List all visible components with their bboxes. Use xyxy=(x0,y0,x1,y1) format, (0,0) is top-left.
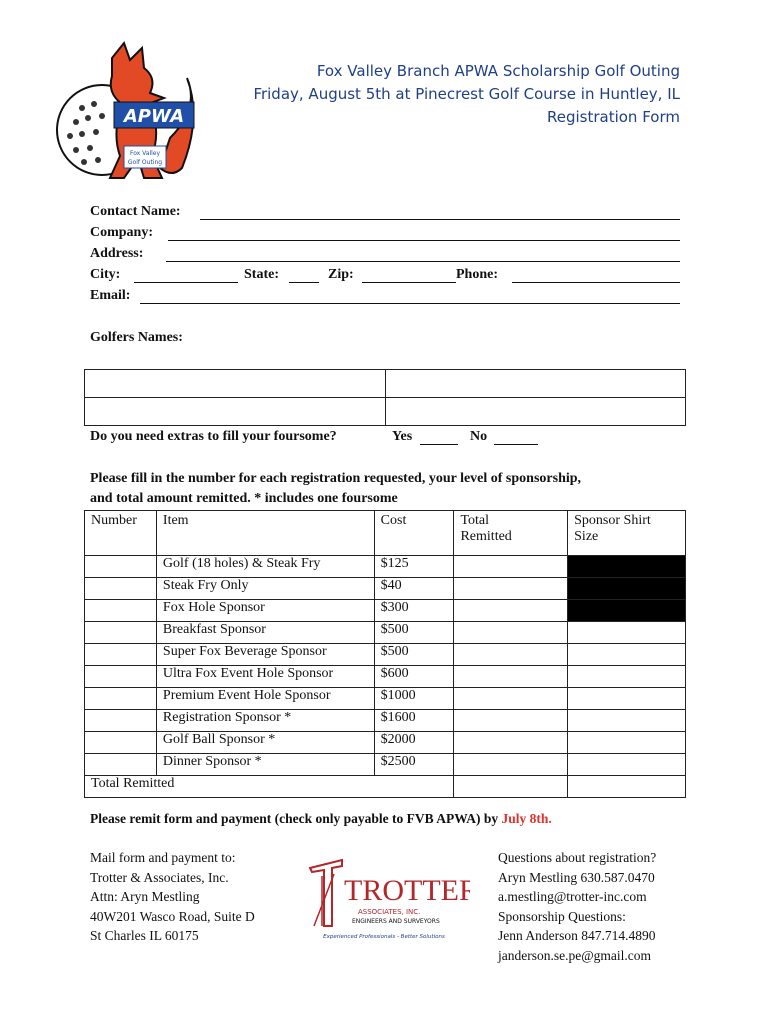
cost-cell: $1000 xyxy=(374,688,454,710)
golfer-name-cell[interactable] xyxy=(385,398,686,426)
shirt-cell-blocked xyxy=(568,578,686,600)
total-cell[interactable] xyxy=(454,644,568,666)
shirt-cell[interactable] xyxy=(568,710,686,732)
phone-field[interactable] xyxy=(512,282,680,283)
golfer-name-cell[interactable] xyxy=(85,398,386,426)
city-field[interactable] xyxy=(134,282,238,283)
email-label: Email: xyxy=(90,288,131,303)
svg-text:Experienced Professionals - Be: Experienced Professionals - Better Solutions xyxy=(323,934,445,940)
svg-text:Fox Valley: Fox Valley xyxy=(129,150,161,157)
table-row xyxy=(85,666,686,688)
number-cell[interactable] xyxy=(85,666,157,688)
table-header-row xyxy=(85,511,686,556)
cost-cell: $2000 xyxy=(374,732,454,754)
svg-text:ENGINEERS AND SURVEYORS: ENGINEERS AND SURVEYORS xyxy=(352,918,440,925)
cost-cell: $2500 xyxy=(374,754,454,776)
address-label: Address: xyxy=(90,246,144,261)
item-cell: Fox Hole Sponsor xyxy=(156,600,374,622)
extras-no-label: No xyxy=(470,429,488,444)
remit-text: Please remit form and payment (check only payable to FVB APWA) by xyxy=(90,811,499,826)
item-cell: Breakfast Sponsor xyxy=(156,622,374,644)
shirt-cell[interactable] xyxy=(568,732,686,754)
state-field[interactable] xyxy=(289,282,319,283)
company-label: Company: xyxy=(90,225,154,240)
total-shirt-cell xyxy=(568,776,686,798)
contact-name-label: Contact Name: xyxy=(90,204,181,219)
email-field[interactable] xyxy=(140,303,680,304)
cost-cell: $125 xyxy=(374,556,454,578)
header-form-name: Registration Form xyxy=(546,108,680,126)
total-cell[interactable] xyxy=(454,688,568,710)
registration-table xyxy=(84,510,686,798)
mail-line: Mail form and payment to: xyxy=(90,850,236,865)
item-cell: Super Fox Beverage Sponsor xyxy=(156,644,374,666)
state-label: State: xyxy=(244,267,279,282)
shirt-cell-blocked xyxy=(568,556,686,578)
svg-text:Golf Outing: Golf Outing xyxy=(127,159,163,166)
total-remitted-row xyxy=(85,776,686,798)
table-row xyxy=(85,732,686,754)
golfer-name-cell[interactable] xyxy=(385,370,686,398)
number-cell[interactable] xyxy=(85,622,157,644)
shirt-cell-blocked xyxy=(568,600,686,622)
mail-line: St Charles IL 60175 xyxy=(90,928,199,943)
svg-text:APWA: APWA xyxy=(123,106,185,127)
item-cell: Dinner Sponsor * xyxy=(156,754,374,776)
shirt-cell[interactable] xyxy=(568,688,686,710)
table-row xyxy=(85,710,686,732)
questions-email[interactable]: a.mestling@trotter-inc.com xyxy=(498,889,647,904)
extras-question: Do you need extras to fill your foursome? xyxy=(90,429,337,444)
header-item: Item xyxy=(156,511,374,556)
cost-cell: $40 xyxy=(374,578,454,600)
questions-line: Sponsorship Questions: xyxy=(498,908,626,924)
cost-cell: $500 xyxy=(374,622,454,644)
shirt-cell[interactable] xyxy=(568,754,686,776)
shirt-cell[interactable] xyxy=(568,644,686,666)
golfer-name-cell[interactable] xyxy=(85,370,386,398)
number-cell[interactable] xyxy=(85,732,157,754)
total-cell[interactable] xyxy=(454,666,568,688)
number-cell[interactable] xyxy=(85,688,157,710)
header-number: Number xyxy=(85,511,157,556)
number-cell[interactable] xyxy=(85,556,157,578)
page-header xyxy=(253,60,680,129)
table-row xyxy=(85,644,686,666)
table-row xyxy=(85,600,686,622)
phone-label: Phone: xyxy=(456,267,498,282)
cost-cell: $300 xyxy=(374,600,454,622)
total-cell[interactable] xyxy=(454,556,568,578)
questions-line: Aryn Mestling 630.587.0470 xyxy=(498,869,655,885)
item-cell: Steak Fry Only xyxy=(156,578,374,600)
number-cell[interactable] xyxy=(85,754,157,776)
zip-field[interactable] xyxy=(362,282,456,283)
item-cell: Ultra Fox Event Hole Sponsor xyxy=(156,666,374,688)
remit-instruction xyxy=(90,811,552,827)
item-cell: Registration Sponsor * xyxy=(156,710,374,732)
header-cost: Cost xyxy=(374,511,454,556)
questions-email[interactable]: janderson.se.pe@gmail.com xyxy=(498,947,652,963)
shirt-cell[interactable] xyxy=(568,666,686,688)
total-cell[interactable] xyxy=(454,600,568,622)
cost-cell: $1600 xyxy=(374,710,454,732)
extras-yes-label: Yes xyxy=(392,429,413,444)
number-cell[interactable] xyxy=(85,600,157,622)
header-title: Fox Valley Branch APWA Scholarship Golf Outing xyxy=(316,62,680,80)
item-cell: Golf (18 holes) & Steak Fry xyxy=(156,556,374,578)
total-cell[interactable] xyxy=(454,754,568,776)
total-cell[interactable] xyxy=(454,578,568,600)
number-cell[interactable] xyxy=(85,578,157,600)
cost-cell: $500 xyxy=(374,644,454,666)
svg-text:TROTTER: TROTTER xyxy=(344,874,470,907)
table-row xyxy=(85,688,686,710)
header-date-location: Friday, August 5th at Pinecrest Golf Course in Huntley, IL xyxy=(253,85,680,103)
header-total-remitted: Total Remitted xyxy=(454,511,568,556)
extras-yes-field[interactable] xyxy=(420,444,458,445)
questions-block xyxy=(498,848,656,965)
total-remitted-label: Total Remitted xyxy=(85,776,454,798)
golfers-names-label: Golfers Names: xyxy=(90,330,183,345)
total-cell[interactable] xyxy=(454,732,568,754)
table-row xyxy=(85,622,686,644)
item-cell: Golf Ball Sponsor * xyxy=(156,732,374,754)
table-row xyxy=(85,578,686,600)
svg-text:ASSOCIATES, INC.: ASSOCIATES, INC. xyxy=(358,908,421,916)
instructions-line2: and total amount remitted. * includes one foursome xyxy=(90,491,398,506)
company-field[interactable] xyxy=(168,240,680,241)
golfers-names-table xyxy=(84,369,686,426)
trotter-associates-logo xyxy=(300,856,470,946)
shirt-cell[interactable] xyxy=(568,622,686,644)
table-row xyxy=(85,754,686,776)
remit-deadline: July 8th. xyxy=(501,811,552,826)
address-field[interactable] xyxy=(166,261,680,262)
item-cell: Premium Event Hole Sponsor xyxy=(156,688,374,710)
questions-line: Jenn Anderson 847.714.4890 xyxy=(498,928,656,943)
questions-line: Questions about registration? xyxy=(498,850,657,865)
mail-line: Attn: Aryn Mestling xyxy=(90,889,200,904)
extras-no-field[interactable] xyxy=(494,444,538,445)
table-row xyxy=(85,556,686,578)
header-shirt-size: Sponsor Shirt Size xyxy=(568,511,686,556)
zip-label: Zip: xyxy=(328,267,354,282)
contact-name-field[interactable] xyxy=(200,219,680,220)
fox-apwa-golf-logo xyxy=(52,38,202,188)
number-cell[interactable] xyxy=(85,710,157,732)
cost-cell: $600 xyxy=(374,666,454,688)
mail-line: 40W201 Wasco Road, Suite D xyxy=(90,908,255,924)
instructions-line1: Please fill in the number for each registration requested, your level of sponsorship, xyxy=(90,471,582,486)
total-remitted-cell[interactable] xyxy=(454,776,568,798)
total-cell[interactable] xyxy=(454,622,568,644)
mail-address-block xyxy=(90,848,255,946)
city-label: City: xyxy=(90,267,121,282)
number-cell[interactable] xyxy=(85,644,157,666)
mail-line: Trotter & Associates, Inc. xyxy=(90,869,229,885)
total-cell[interactable] xyxy=(454,710,568,732)
